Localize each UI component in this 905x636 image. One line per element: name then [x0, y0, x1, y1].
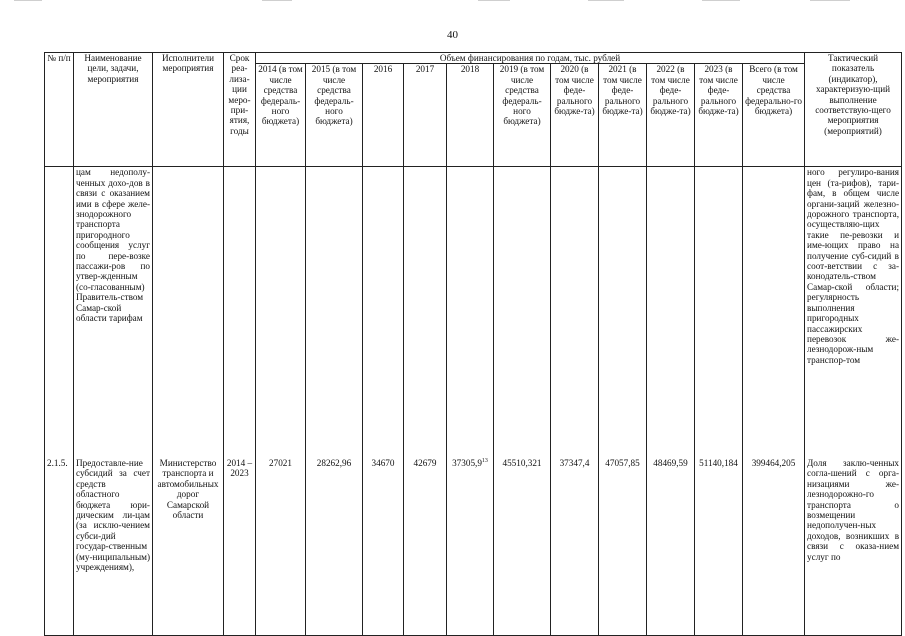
row-indicator: Доля заклю-ченных согла-шений с орга-низациями же-лезнодорожно-го транспорта о возмещении недополучен-ных доходов, возникших в связи с оказа-нием услуг по — [805, 458, 902, 636]
value-2014: 27021 — [256, 458, 306, 636]
header-year-2023: 2023 (в том числе феде-рального бюдже-та) — [695, 64, 743, 167]
header-term: Срок реа-лиза-ции меро-при-ятия, годы — [224, 53, 256, 167]
value-2018 — [447, 458, 494, 636]
top-edge-mark — [588, 0, 624, 1]
header-year-2020: 2020 (в том числе феде-рального бюдже-та) — [551, 64, 599, 167]
row-number: 2.1.5. — [45, 458, 74, 636]
footnote-mark: 13 — [481, 457, 488, 464]
header-year-2019: 2019 (в том числе средства федераль-ного бюджета) — [494, 64, 551, 167]
top-edge-mark — [478, 0, 510, 1]
header-year-2015: 2015 (в том числе средства федераль-ного бюджета) — [306, 64, 363, 167]
value-2022: 48469,59 — [647, 458, 695, 636]
top-edge-mark — [810, 0, 850, 1]
header-num: № п/п — [45, 53, 74, 167]
header-year-2016: 2016 — [363, 64, 404, 167]
value-2023: 51140,184 — [695, 458, 743, 636]
header-year-2017: 2017 — [404, 64, 447, 167]
value-2019: 45510,321 — [494, 458, 551, 636]
header-year-2022: 2022 (в том числе феде-рального бюдже-та) — [647, 64, 695, 167]
header-name: Наименование цели, задачи, мероприятия — [74, 53, 153, 167]
top-edge-mark — [702, 0, 740, 1]
continuation-name: цам недополу-ченных дохо-дов в связи с оказанием ими в сфере желе-знодорожного транспорта пригородного сообщения услуг по пере-возке пассажи-ров по утвер-жденным (со-гласованным) Правитель-ством Самар-ской области тарифам — [74, 167, 153, 458]
header-total: Всего (в том числе средства федерально-го бюджета) — [743, 64, 805, 167]
row-term: 2014 – 2023 — [224, 458, 256, 636]
value-2021: 47057,85 — [599, 458, 647, 636]
value-2020: 37347,4 — [551, 458, 599, 636]
header-indicator: Тактический показатель (индикатор), характеризую-щий выполнение соответствую-щего мероприятия (мероприятий) — [805, 53, 902, 167]
header-funding-group: Объем финансирования по годам, тыс. рублей — [256, 53, 805, 64]
table-row — [45, 458, 902, 636]
page-number: 40 — [447, 29, 458, 41]
header-row-1 — [45, 53, 902, 64]
header-executors: Исполнители мероприятия — [153, 53, 224, 167]
continuation-indicator: ного регулиро-вания цен (та-рифов), тари-фам, в общем числе органи-заций железно-дорожного транспорта, осуществляю-щих такие пе-ревозки и име-ющих право на получение суб-сидий в соот-ветствии с за-конодатель-ством Самар-ской области; регулярность выполнения пригородных пассажирских перевозок же-лезнодорож-ным транспор-том — [805, 167, 902, 458]
value-total: 399464,205 — [743, 458, 805, 636]
value-2018-number: 37305,9 — [452, 457, 482, 468]
header-year-2014: 2014 (в том числе средства федераль-ного бюджета) — [256, 64, 306, 167]
value-2016: 34670 — [363, 458, 404, 636]
header-year-2018: 2018 — [447, 64, 494, 167]
row-executors: Министерство транспорта и автомобильных дорог Самарской области — [153, 458, 224, 636]
financing-table — [44, 52, 902, 636]
value-2017: 42679 — [404, 458, 447, 636]
row-name: Предоставле-ние субсидий за счет средств областного бюджета юри-дическим ли-цам (за исклю-чением субси-дий государ-ственным (му-ниципальным) учреждениям), — [74, 458, 153, 636]
value-2015: 28262,96 — [306, 458, 363, 636]
top-edge-mark — [14, 0, 42, 1]
header-year-2021: 2021 (в том числе феде-рального бюдже-та) — [599, 64, 647, 167]
top-edge-mark — [262, 0, 292, 1]
continuation-row — [45, 167, 902, 458]
